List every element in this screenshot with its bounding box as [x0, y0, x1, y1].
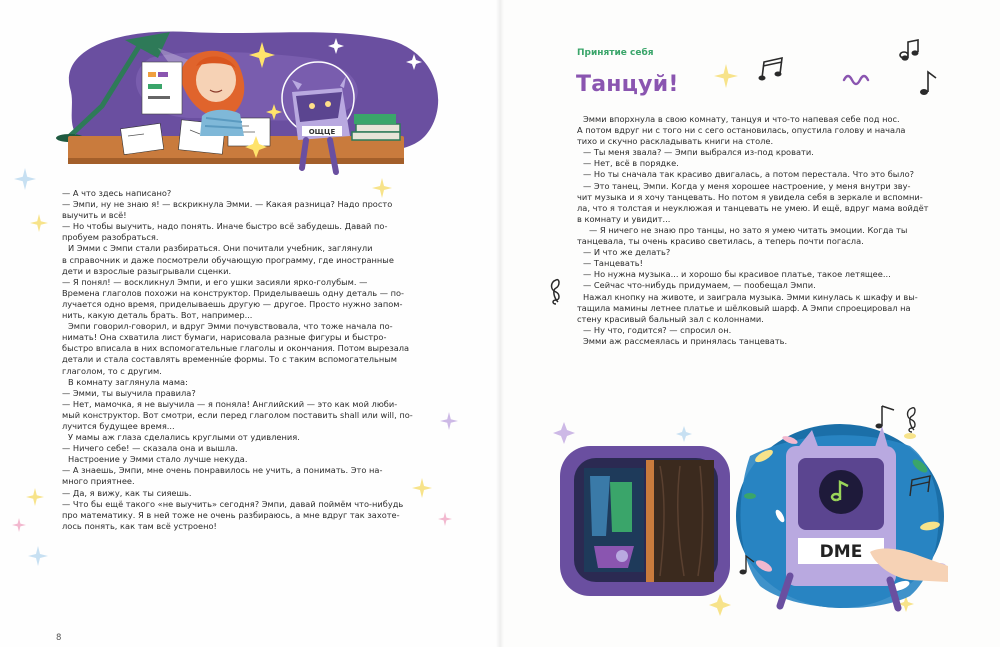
paragraph: в комнату и увидит... — [577, 213, 671, 224]
paragraph: У мамы аж глаза сделались круглыми от удивления. — [68, 432, 300, 443]
paragraph: В комнату заглянула мама: — [68, 376, 188, 387]
music-note-icon — [882, 406, 894, 426]
illustration-robot-projection — [550, 396, 950, 618]
paragraph: — Что бы ещё такого «не выучить» сегодня? Эмпи, давай поймём что-нибудь — [62, 498, 404, 509]
paragraph: — Нет, мамочка, я не выучила — я поняла! Английский — это как мой люби- — [62, 398, 398, 409]
squiggle-icon — [842, 72, 870, 86]
robot-label: ОЩЦЕ — [308, 128, 336, 136]
paragraph: нить, какую деталь брать. Вот, например... — [62, 310, 253, 321]
paragraph: — Это танец, Эмпи. Когда у меня хорошее настроение, у меня внутри зву- — [583, 180, 911, 191]
sparkle-icon — [440, 412, 458, 430]
paragraph: танцевала, ты очень красиво светилась, а теперь почти погасла. — [577, 236, 864, 247]
book-gutter — [496, 0, 504, 647]
paragraph: — А что здесь написано? — [62, 188, 172, 198]
chapter-title: Танцуй! — [576, 72, 679, 97]
paragraph: — А знаешь, Эмпи, мне очень понравилось не учить, а понимать. Это на- — [62, 465, 383, 476]
right-page — [500, 0, 1000, 647]
paragraph: глаголом, то с другим. — [62, 365, 162, 376]
right-body-text — [577, 114, 947, 347]
section-label: Принятие себя — [577, 48, 654, 58]
paragraph: — Сейчас что-нибудь придумаем, — пообещал Эмпи. — [583, 280, 816, 291]
paragraph: тащила мамины летнее платье и шёлковый шарф. А Эмпи спроецировал на — [577, 302, 911, 313]
paragraph: — Но чтобы выучить, надо понять. Иначе быстро всё забудешь. Давай по- — [62, 221, 388, 232]
treble-clef-icon — [908, 408, 916, 432]
paragraph: нимать! Она схватила лист бумаги, нарисовала разные фигуры и быстро- — [62, 332, 387, 343]
paragraph: в справочник и даже посмотрели обучающую программу, где иностранные — [62, 254, 394, 265]
paragraph: быстро вписала в них вспомогательные глаголы и окончания. Потом вырезала — [62, 343, 410, 354]
paragraph: — И что же делать? — [583, 247, 671, 258]
paragraph: лось понять, как там всё устроено! — [62, 520, 217, 531]
paragraph: Нажал кнопку на животе, и заиграла музыка. Эмми кинулась к шкафу и вы- — [583, 291, 918, 302]
paragraph: — Ничего себе! — сказала она и вышла. — [62, 443, 238, 454]
paragraph: Эмпи говорил-говорил, и вдруг Эмми почувствовала, что тоже начала по- — [68, 321, 393, 332]
paragraph: — Но нужна музыка... и хорошо бы красивое платье, такое летящее... — [583, 269, 891, 280]
paragraph: выучить и всё! — [62, 210, 127, 221]
paragraph: — Да, я вижу, как ты сияешь. — [62, 487, 192, 498]
illustration-girl-desk — [30, 18, 450, 190]
sparkle-icon — [714, 64, 738, 88]
paragraph: лучается одно время, приделываешь другую — другое. Просто нужно запом- — [62, 298, 403, 309]
page-number: 8 — [56, 633, 62, 643]
paragraph: Времена глаголов похожи на конструктор. Приделываешь одну деталь — по- — [62, 287, 404, 298]
sparkle-icon — [26, 488, 44, 506]
paragraph: стену красивый бальный зал с колоннами. — [577, 313, 764, 324]
robot-label: DMЕ — [819, 542, 863, 562]
paragraph: мый конструктор. Вот смотри, если перед глаголом поставить shall или will, по- — [62, 409, 413, 420]
paragraph: Эмми впорхнула в свою комнату, танцуя и что-то напевая себе под нос. — [583, 114, 900, 124]
sparkle-icon — [553, 422, 575, 444]
music-note-icon — [758, 56, 786, 82]
paper — [121, 123, 164, 154]
paragraph: чит музыка и я хочу танцевать. Но потом я увидела себя в зеркале и вспомни- — [577, 191, 923, 202]
paragraph: — Ты меня звала? — Эмпи выбрался из-под кровати. — [583, 147, 814, 158]
sparkle-icon — [28, 546, 48, 566]
left-body-text — [62, 188, 442, 532]
books-stack — [352, 114, 400, 140]
paragraph: — Я понял! — воскликнул Эмпи, и его ушки засияли ярко-голубым. — — [62, 276, 368, 287]
paragraph: — Я ничего не знаю про танцы, но зато я умею читать эмоции. Когда ты — [589, 224, 908, 235]
sparkle-icon — [30, 214, 48, 232]
sparkle-icon — [12, 518, 26, 532]
paragraph: тихо и скучно раскладывать книги на столе. — [577, 136, 774, 147]
sparkle-icon — [14, 168, 36, 190]
paragraph: пробуем разобраться. — [62, 232, 159, 243]
paragraph: — Но ты сначала так красиво двигалась, а потом перестала. Что это было? — [583, 169, 915, 180]
paragraph: — Эмпи, ну не знаю я! — вскрикнула Эмми. — Какая разница? Надо просто — [62, 199, 393, 210]
paragraph: Эмми аж рассмеялась и принялась танцевать. — [583, 335, 788, 346]
paragraph: — Нет, всё в порядке. — [583, 158, 679, 169]
paragraph: — Танцевать! — [583, 258, 643, 269]
paragraph: — Эмми, ты выучила правила? — [62, 387, 196, 398]
music-note-icon — [918, 68, 940, 98]
paragraph: дети и взрослые разыгрывали сценки. — [62, 265, 232, 276]
paragraph: лучится будущее время... — [62, 420, 175, 431]
paragraph: про математику. Я в ней тоже не очень разбираюсь, а мне вдруг так захоте- — [62, 509, 400, 520]
paragraph: А потом вдруг ни с того ни с сего остановилась, опустила голову и начала — [577, 125, 906, 136]
paragraph: много приятнее. — [62, 476, 135, 487]
treble-clef-icon — [548, 276, 564, 306]
paragraph: ла, что я толстая и неуклюжая и танцевать не умею. И ещё, вдруг мама войдёт — [577, 202, 929, 213]
paragraph: детали и стала составлять временны́е формы. То с таким вспомогательным — [62, 354, 397, 365]
paragraph: — Ну что, годится? — спросил он. — [583, 324, 732, 335]
paragraph: И Эмми с Эмпи стали разбираться. Они почитали учебник, заглянули — [68, 243, 373, 254]
paragraph: Настроение у Эмми стало лучше некуда. — [68, 454, 248, 465]
music-note-icon — [898, 38, 920, 64]
